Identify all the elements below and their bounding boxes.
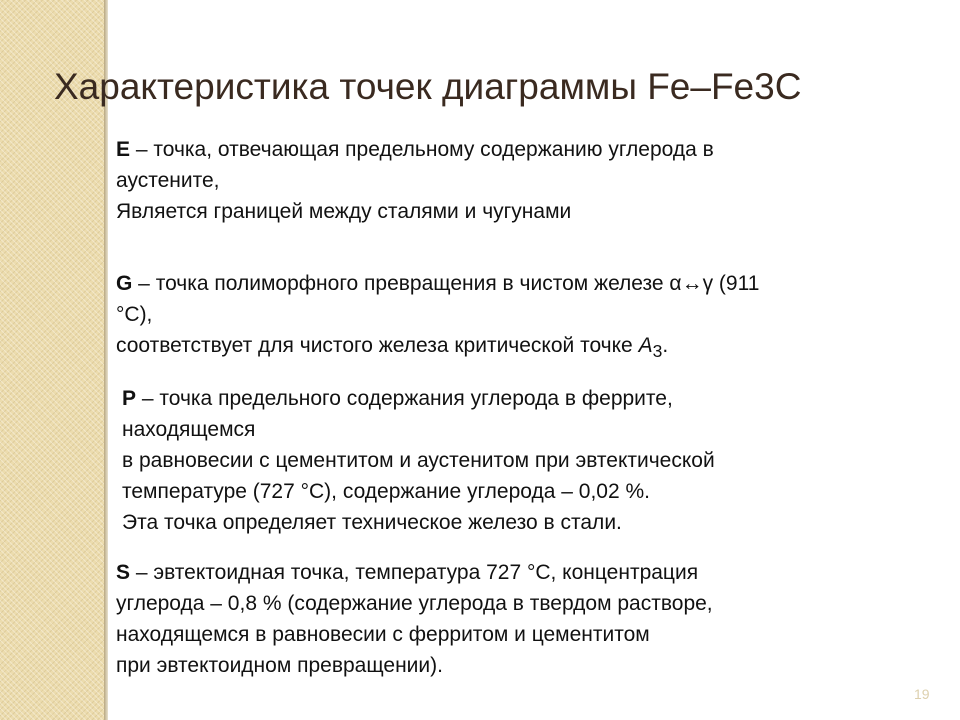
point-s-letter: S — [116, 561, 131, 584]
point-e-line-3: Является границей между сталями и чугунами — [116, 200, 572, 223]
slide-title: Характеристика точек диаграммы Fe–Fe3C — [54, 66, 802, 107]
point-s-line-1: S – эвтектоидная точка, температура 727 °C, концентрация — [116, 561, 699, 584]
point-e-block — [116, 134, 714, 227]
point-g-line-2: °C), — [116, 303, 153, 326]
point-p-line-2: находящемся — [122, 418, 256, 441]
side-strip-edge — [104, 0, 108, 720]
point-s-line-4: при эвтектоидном превращении). — [116, 654, 443, 677]
point-s-block — [116, 557, 713, 681]
point-p-line-5: Эта точка определяет техническое железо в стали. — [122, 511, 622, 534]
point-s-line-2: углерода – 0,8 % (содержание углерода в твердом растворе, — [116, 592, 713, 615]
point-p-line-4: температуре (727 °C), содержание углерода – 0,02 %. — [122, 480, 651, 503]
point-p-block — [122, 383, 715, 538]
point-e-letter: E — [116, 138, 131, 161]
decorative-side-strip — [0, 0, 104, 720]
point-e-line-2: аустените, — [116, 169, 220, 192]
point-s-line-3: находящемся в равновесии с ферритом и цементитом — [116, 623, 650, 646]
point-p-line-1: P – точка предельного содержания углерода в феррите, — [122, 387, 673, 410]
critical-point-symbol: A — [638, 334, 653, 357]
page-number: 19 — [914, 686, 930, 702]
point-g-line-1: G – точка полиморфного превращения в чистом железе α↔γ (911 — [116, 272, 760, 295]
point-g-line-3: соответствует для чистого железа критической точке $A_3$. — [116, 334, 669, 362]
point-g-block — [116, 268, 759, 367]
point-e-line-1: E – точка, отвечающая предельному содержанию углерода в — [116, 138, 714, 161]
point-p-line-3: в равновесии с цементитом и аустенитом при эвтектической — [122, 449, 715, 472]
point-p-letter: P — [122, 387, 137, 410]
critical-point-subscript: 3 — [652, 341, 663, 362]
point-g-letter: G — [116, 272, 133, 295]
